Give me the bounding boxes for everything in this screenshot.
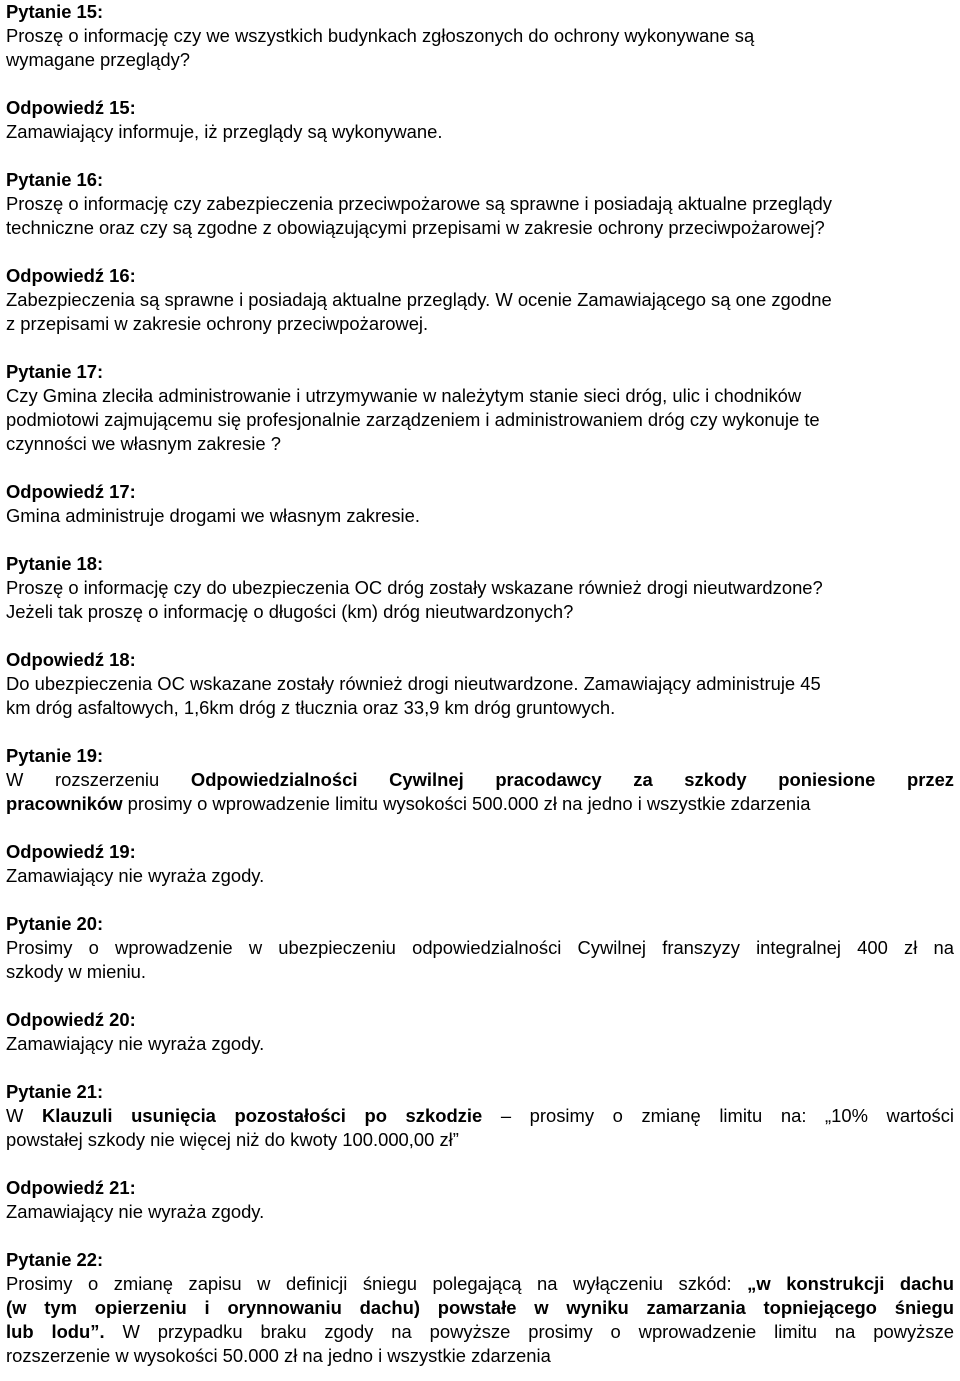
answer-label: Odpowiedź 16: [6, 265, 136, 286]
qa-item-15 [6, 0, 954, 144]
question-line: wymagane przeglądy? [6, 49, 191, 70]
question-text-bold: (w tym opierzeniu i orynnowaniu dachu) powstałe w wyniku zamarzania topniejącego śniegu [6, 1297, 954, 1318]
question-label: Pytanie 17: [6, 361, 104, 382]
answer-label: Odpowiedź 19: [6, 841, 136, 862]
answer-line: km dróg asfaltowych, 1,6km dróg z tłucznia oraz 33,9 km dróg gruntowych. [6, 697, 616, 718]
qa-item-17 [6, 360, 954, 528]
answer-label: Odpowiedź 20: [6, 1009, 136, 1030]
question-line: powstałej szkody nie więcej niż do kwoty 100.000,00 zł” [6, 1129, 459, 1150]
answer-line: Zamawiający nie wyraża zgody. [6, 1033, 265, 1054]
question-label: Pytanie 18: [6, 553, 104, 574]
question-label: Pytanie 19: [6, 745, 104, 766]
question-text: – prosimy o zmianę limitu na: „10% wartości [482, 1105, 955, 1126]
question-text-bold: pracowników [6, 793, 123, 814]
question-line: podmiotowi zajmującemu się profesjonalnie zarządzeniem i administrowaniem dróg czy wykonuje te [6, 409, 820, 430]
question-text: prosimy o wprowadzenie limitu wysokości 500.000 zł na jedno i wszystkie zdarzenia [122, 793, 811, 814]
question-line: Jeżeli tak proszę o informację o długości (km) dróg nieutwardzonych? [6, 601, 574, 622]
answer-label: Odpowiedź 17: [6, 481, 136, 502]
question-line: Proszę o informację czy zabezpieczenia przeciwpożarowe są sprawne i posiadają aktualne przeglądy [6, 193, 832, 214]
question-line: Proszę o informację czy do ubezpieczenia OC dróg zostały wskazane również drogi nieutwardzone? [6, 577, 823, 598]
question-label: Pytanie 22: [6, 1249, 104, 1270]
question-line [6, 1104, 954, 1128]
qa-item-22 [6, 1248, 954, 1368]
question-text-bold: Klauzuli usunięcia pozostałości po szkodzie [41, 1105, 483, 1126]
question-line [6, 1320, 954, 1344]
question-text: W przypadku braku zgody na powyższe prosimy o wprowadzenie limitu na powyższe [104, 1321, 954, 1342]
question-text: Prosimy o zmianę zapisu w definicji śniegu polegającą na wyłączeniu szkód: [6, 1273, 748, 1294]
question-text-bold: Odpowiedzialności Cywilnej pracodawcy za szkody poniesione przez [190, 769, 954, 790]
question-label: Pytanie 20: [6, 913, 104, 934]
question-label: Pytanie 21: [6, 1081, 104, 1102]
answer-label: Odpowiedź 21: [6, 1177, 136, 1198]
qa-item-18 [6, 552, 954, 720]
question-line: rozszerzenie w wysokości 50.000 zł na jedno i wszystkie zdarzenia [6, 1345, 551, 1366]
question-text-bold: „w konstrukcji dachu [747, 1273, 954, 1294]
answer-line: Do ubezpieczenia OC wskazane zostały również drogi nieutwardzone. Zamawiający administruje 45 [6, 673, 821, 694]
question-text: W [6, 1105, 42, 1126]
question-line [6, 1272, 954, 1296]
answer-line: Zamawiający nie wyraża zgody. [6, 865, 265, 886]
question-line [6, 1296, 954, 1320]
question-line: techniczne oraz czy są zgodne z obowiązującymi przepisami w zakresie ochrony przeciwpożarowej? [6, 217, 825, 238]
question-text: W rozszerzeniu [6, 769, 191, 790]
question-text-bold: lub lodu”. [6, 1321, 105, 1342]
question-line [6, 792, 954, 816]
answer-label: Odpowiedź 18: [6, 649, 136, 670]
question-line: Prosimy o wprowadzenie w ubezpieczeniu odpowiedzialności Cywilnej franszyzy integralnej 400 zł na [6, 937, 954, 958]
question-label: Pytanie 16: [6, 169, 104, 190]
qa-item-19 [6, 744, 954, 888]
question-line: Czy Gmina zleciła administrowanie i utrzymywanie w należytym stanie sieci dróg, ulic i chodników [6, 385, 802, 406]
answer-line: Zamawiający informuje, iż przeglądy są wykonywane. [6, 121, 443, 142]
question-label: Pytanie 15: [6, 1, 104, 22]
question-line: czynności we własnym zakresie ? [6, 433, 281, 454]
answer-line: Zabezpieczenia są sprawne i posiadają aktualne przeglądy. W ocenie Zamawiającego są one zgodne [6, 289, 832, 310]
qa-item-16 [6, 168, 954, 336]
question-line: Proszę o informację czy we wszystkich budynkach zgłoszonych do ochrony wykonywane są [6, 25, 755, 46]
question-line [6, 768, 954, 792]
answer-label: Odpowiedź 15: [6, 97, 136, 118]
answer-line: z przepisami w zakresie ochrony przeciwpożarowej. [6, 313, 429, 334]
question-line: szkody w mieniu. [6, 961, 147, 982]
answer-line: Zamawiający nie wyraża zgody. [6, 1201, 265, 1222]
qa-item-21 [6, 1080, 954, 1224]
qa-item-20 [6, 912, 954, 1056]
answer-line: Gmina administruje drogami we własnym zakresie. [6, 505, 420, 526]
